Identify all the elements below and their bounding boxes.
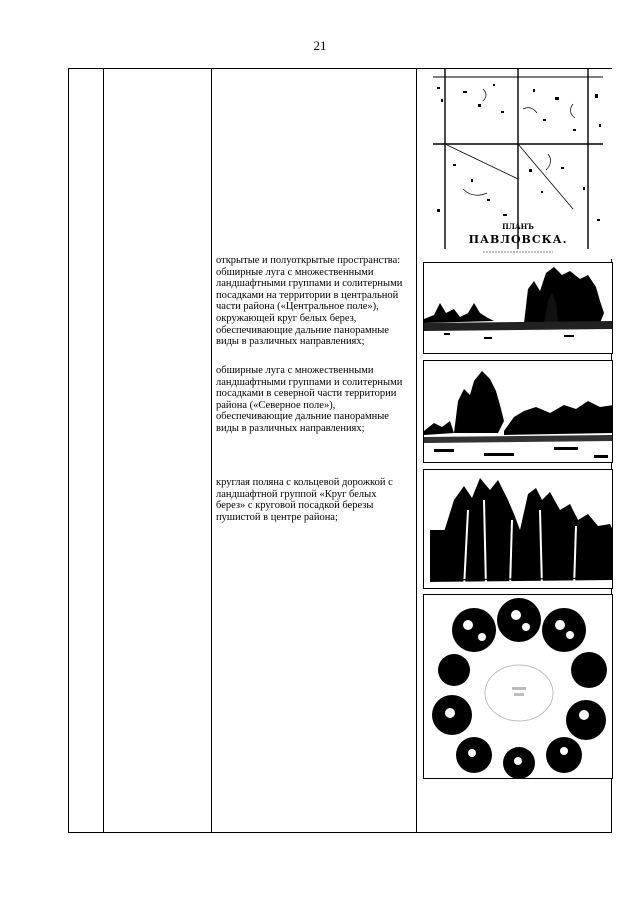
column-divider-3: [416, 69, 417, 832]
map-title-small: ПЛАНЪ: [502, 222, 534, 231]
content-table: [68, 68, 612, 833]
column-divider-1: [103, 69, 104, 832]
pavlovsk-map-image: [423, 69, 613, 259]
north-field-photo: [423, 360, 613, 463]
paragraph-central-field: открытые и полуоткрытые пространства: обширные луга с множественными ландшафтными группами и солитерными посадками на территории в центральной части района («Центральное поле»), окружающей круг белых берез, обеспечивающие дальние панорамные виды в различных направлениях;: [216, 255, 403, 348]
birch-circle-photo: [423, 469, 613, 589]
page-number: 21: [313, 38, 327, 53]
column-divider-2: [211, 69, 212, 832]
map-title-large: ПАВЛОВСКА.: [468, 233, 568, 246]
paragraph-north-field: обширные луга с множественными ландшафтными группами и солитерными посадками в северной части территории района («Северное поле»), обеспечивающие дальние панорамные виды в различных направлениях;: [216, 365, 403, 434]
map-drawing: [423, 69, 613, 259]
aerial-circle-photo: [423, 594, 613, 779]
paragraph-birch-circle: круглая поляна с кольцевой дорожкой с ландшафтной группой «Круг белых берез» с круговой посадкой березы пушистой в центре района;: [216, 477, 393, 523]
central-field-photo: [423, 262, 613, 354]
